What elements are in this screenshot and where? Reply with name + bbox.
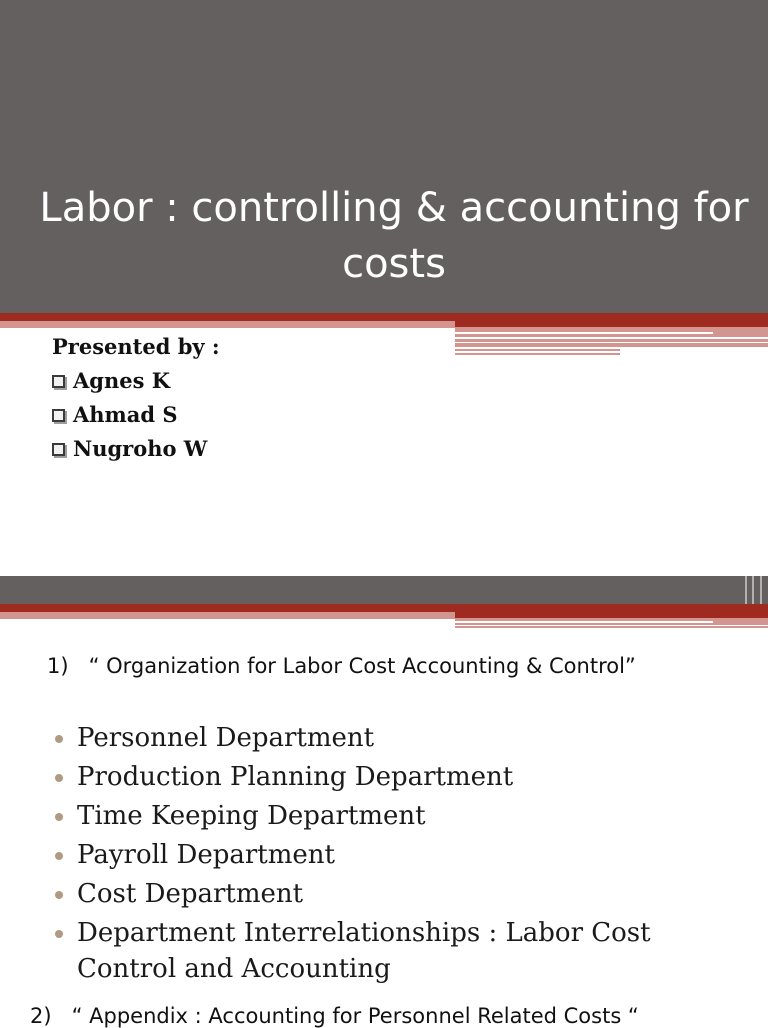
presenters-block (52, 330, 220, 466)
checkbox-bullet-icon (52, 443, 65, 456)
content-stripe-pink-right (455, 618, 768, 628)
bullet-dot-icon (55, 813, 63, 821)
presenter-item (52, 398, 220, 432)
header-stripe-pink-thin (455, 349, 620, 351)
presenter-name: Ahmad S (73, 402, 178, 427)
list-item (55, 837, 745, 873)
content-stripe-red (0, 604, 768, 612)
header-edge-line (760, 576, 762, 604)
list-item (55, 876, 745, 912)
header-edge-line (745, 576, 747, 604)
header-stripe-line (455, 342, 768, 343)
list-item (55, 915, 745, 987)
bullet-dot-icon (55, 735, 63, 743)
bullet-dot-icon (55, 930, 63, 938)
list-item-text: Department Interrelationships : Labor Cost Control and Accounting (77, 918, 651, 984)
header-edge-line (752, 576, 754, 604)
header-stripe-red (0, 313, 768, 321)
content-stripe-line (455, 621, 713, 623)
content-stripe-line (455, 625, 768, 626)
header-stripe-pink-thin (455, 353, 620, 355)
checkbox-bullet-icon (52, 409, 65, 422)
title-slide-title: Labor : controlling & accounting for costs (39, 185, 749, 287)
section-2-heading: 2) “ Appendix : Accounting for Personnel Related Costs “ (30, 1004, 639, 1028)
list-item-text: Time Keeping Department (77, 801, 426, 831)
presenter-item (52, 432, 220, 466)
bullet-dot-icon (55, 852, 63, 860)
list-item-text: Cost Department (77, 879, 304, 909)
department-list (55, 720, 745, 990)
presenters-heading: Presented by : (52, 334, 220, 359)
section-1-heading: 1) “ Organization for Labor Cost Accounting & Control” (47, 654, 636, 678)
presenter-item (52, 364, 220, 398)
bullet-dot-icon (55, 774, 63, 782)
bullet-dot-icon (55, 891, 63, 899)
header-stripe-pink (0, 321, 455, 328)
list-item-text: Payroll Department (77, 840, 335, 870)
checkbox-bullet-icon (52, 375, 65, 388)
list-item-text: Personnel Department (77, 723, 375, 753)
list-item-text: Production Planning Department (77, 762, 514, 792)
content-stripe-pink (0, 612, 455, 619)
header-stripe-line (455, 332, 713, 334)
presenter-name: Nugroho W (73, 436, 208, 461)
list-item (55, 759, 745, 795)
list-item (55, 720, 745, 756)
header-stripe-line (455, 337, 768, 339)
content-slide-header (0, 576, 768, 604)
list-item (55, 798, 745, 834)
presenter-name: Agnes K (73, 368, 170, 393)
